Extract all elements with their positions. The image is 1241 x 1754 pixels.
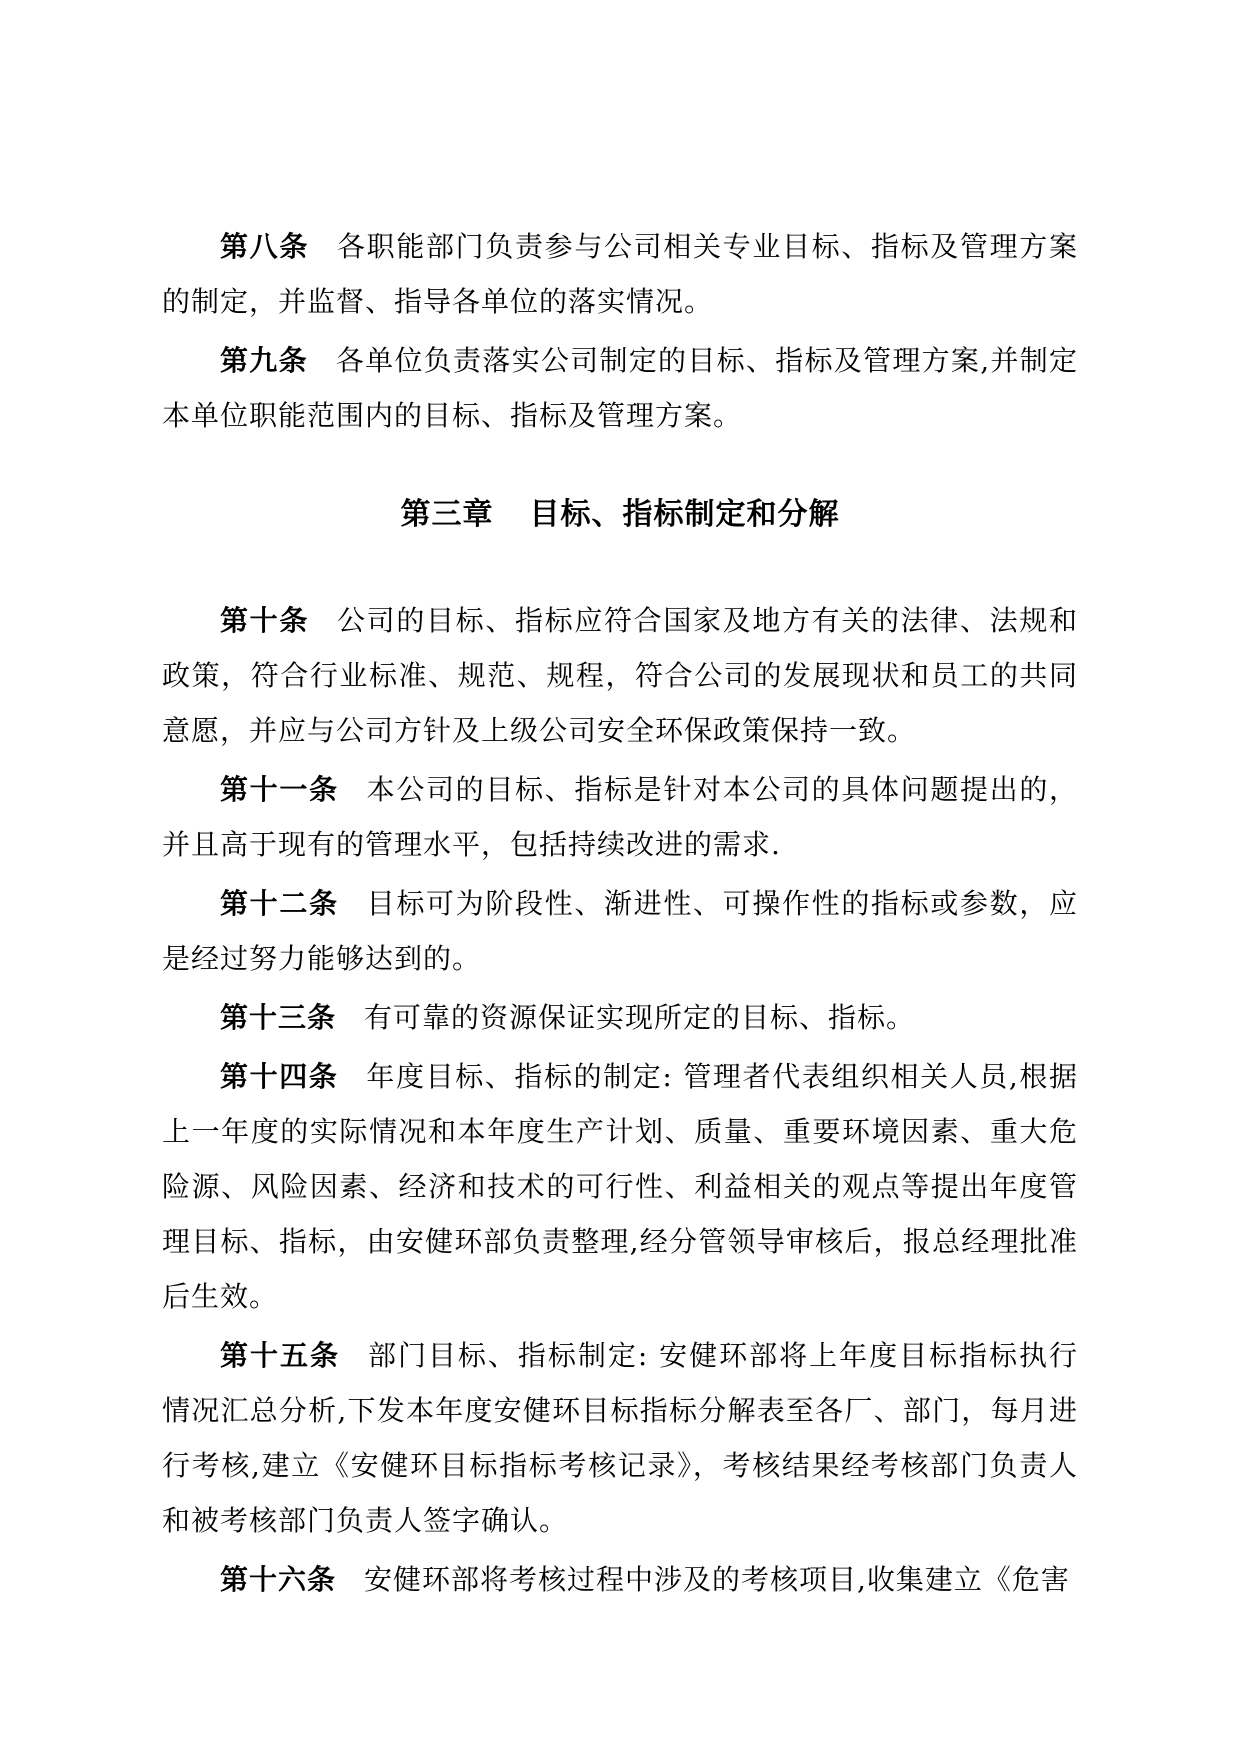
article-11 xyxy=(162,762,1078,872)
article-number: 第十六条 xyxy=(220,1563,337,1596)
article-15 xyxy=(162,1328,1078,1548)
article-text: 各职能部门负责参与公司相关专业目标、指标及管理方案的制定，并监督、指导各单位的落实情况。 xyxy=(162,230,1078,318)
chapter-number: 第三章 xyxy=(400,497,494,532)
article-text: 年度目标、指标的制定: 管理者代表组织相关人员,根据上一年度的实际情况和本年度生产计划、质量、重要环境因素、重大危险源、风险因素、经济和技术的可行性、利益相关的观点等提出年度管理目标、指标，由安健环部负责整理,经分管领导审核后，报总经理批准后生效。 xyxy=(162,1060,1078,1313)
article-16 xyxy=(162,1552,1078,1607)
chapter-title: 目标、指标制定和分解 xyxy=(529,497,840,532)
article-8 xyxy=(162,219,1078,329)
article-13 xyxy=(162,990,1078,1045)
article-number: 第八条 xyxy=(220,230,309,263)
article-number: 第十二条 xyxy=(220,887,339,920)
article-text: 有可靠的资源保证实现所定的目标、指标。 xyxy=(364,1001,916,1034)
article-text: 目标可为阶段性、渐进性、可操作性的指标或参数，应是经过努力能够达到的。 xyxy=(162,887,1078,975)
article-text: 安健环部将考核过程中涉及的考核项目,收集建立《危害 xyxy=(364,1563,1070,1596)
article-9 xyxy=(162,333,1078,443)
article-number: 第十三条 xyxy=(220,1001,337,1034)
article-number: 第十一条 xyxy=(220,773,339,806)
article-number: 第十四条 xyxy=(220,1060,339,1093)
article-number: 第十五条 xyxy=(220,1339,340,1372)
article-14 xyxy=(162,1049,1078,1324)
article-text: 公司的目标、指标应符合国家及地方有关的法律、法规和政策，符合行业标准、规范、规程，符合公司的发展现状和员工的共同意愿，并应与公司方针及上级公司安全环保政策保持一致。 xyxy=(162,604,1078,747)
article-text: 本公司的目标、指标是针对本公司的具体问题提出的，并且高于现有的管理水平，包括持续改进的需求. xyxy=(162,773,1078,861)
document-body xyxy=(162,219,1078,1611)
article-10 xyxy=(162,593,1078,758)
article-number: 第十条 xyxy=(220,604,309,637)
article-number: 第九条 xyxy=(220,344,308,377)
article-12 xyxy=(162,876,1078,986)
article-text: 各单位负责落实公司制定的目标、指标及管理方案,并制定本单位职能范围内的目标、指标及管理方案。 xyxy=(162,344,1078,432)
chapter-heading xyxy=(162,491,1078,539)
article-text: 部门目标、指标制定: 安健环部将上年度目标指标执行情况汇总分析,下发本年度安健环目标指标分解表至各厂、部门，每月进行考核,建立《安健环目标指标考核记录》，考核结果经考核部门负责人和被考核部门负责人签字确认。 xyxy=(162,1339,1078,1537)
